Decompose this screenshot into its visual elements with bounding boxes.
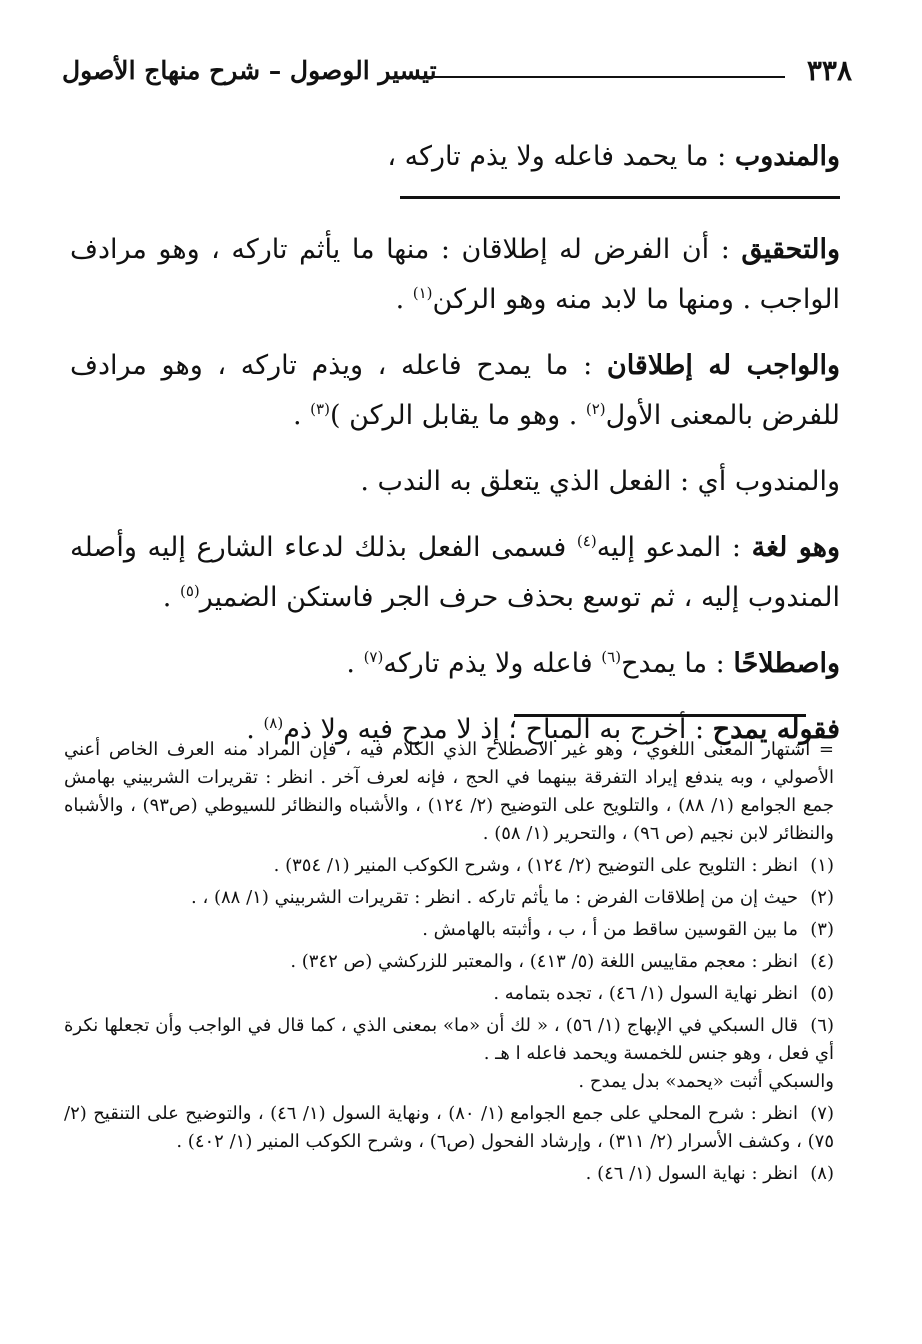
footnote-number: (١) [810, 855, 834, 876]
footnote-number: (٥) [810, 983, 834, 1004]
paragraph-text: : ما يحمد فاعله ولا يذم تاركه ، [387, 141, 735, 172]
footnote-text: انظر : نهاية السول (١/ ٤٦) . [585, 1163, 798, 1184]
footnote-number: (٤) [810, 951, 834, 972]
header-rule [400, 76, 785, 78]
footnote-number: (٦) [810, 1015, 834, 1036]
term-istilah: واصطلاحًا [733, 648, 840, 679]
footnote-ref[interactable]: (٦) [601, 648, 622, 666]
paragraph-text: . وهو ما يقابل الركن ) [329, 400, 586, 431]
paragraph-tahqiq [70, 225, 840, 325]
footnote-text: ما بين القوسين ساقط من أ ، ب ، وأثبته بالهامش . [422, 919, 798, 940]
paragraph-end: . [293, 400, 311, 431]
footnote-4 [64, 948, 834, 976]
paragraph-end: . [162, 582, 180, 613]
footnote-text: = اشتهار المعنى اللغوي ، وهو غير الاصطلاح الذي الكلام فيه ، فإن المراد منه العرف الخاص أعني الأصولي ، وبه يندفع إيراد التفرقة بينهما في الحج ، فإنه لعرف آخر . انظر : تقريرات الشربيني بهامش جمع الجوامع (١/ ٨٨) ، والتلويح على التوضيح (٢/ ١٢٤) ، والأشباه والنظائر للسيوطي (ص٩٣) ، والأشباه والنظائر لابن نجيم (ص ٩٦) ، والتحرير (١/ ٥٨) . [64, 739, 834, 844]
footnote-ref[interactable]: (٨) [263, 714, 284, 732]
footnote-text: انظر : معجم مقاييس اللغة (٥/ ٤١٣) ، والمعتبر للزركشي (ص ٣٤٢) . [290, 951, 798, 972]
footnote-7 [64, 1100, 834, 1156]
footnote-number: (٢) [810, 887, 834, 908]
page-number: ٣٣٨ [806, 54, 852, 87]
footnote-3 [64, 916, 834, 944]
paragraph-istilah [70, 639, 840, 689]
paragraph-end: . [395, 284, 413, 315]
term-lugha: وهو لغة [751, 532, 840, 563]
footnotes [64, 736, 834, 1192]
footnote-6 [64, 1012, 834, 1096]
footnote-number: (٧) [810, 1103, 834, 1124]
footnote-number: (٨) [810, 1163, 834, 1184]
paragraph-text: والمندوب أي : الفعل الذي يتعلق به الندب . [360, 466, 840, 497]
footnote-ref[interactable]: (٤) [576, 532, 597, 550]
paragraph-mandub-definition [70, 132, 840, 182]
term-mandub: والمندوب [734, 141, 840, 172]
paragraph-wajib [70, 341, 840, 441]
footnote-ref[interactable]: (٧) [363, 648, 384, 666]
paragraph-text: : المدعو إليه [596, 532, 752, 563]
footnote-ref[interactable]: (٢) [585, 400, 606, 418]
footnote-continuation [64, 736, 834, 848]
term-wajib: والواجب له إطلاقان [606, 350, 840, 381]
paragraph-text: : أخرج به المباح ؛ إذ لا مدح فيه ولا ذم [283, 714, 713, 745]
paragraph-text: فسمى الفعل بذلك لدعاء الشارع إليه وأصله المندوب إليه ، ثم توسع بحذف حرف الجر فاستكن الضمير [70, 532, 840, 613]
footnote-text: انظر نهاية السول (١/ ٤٦) ، تجده بتمامه . [493, 983, 798, 1004]
footnote-text: قال السبكي في الإبهاج (١/ ٥٦) ، « لك أن «ما» بمعنى الذي ، كما قال في الواجب وأن تجعلها نكرة أي فعل ، وهو جنس للخمسة ويحمد فاعله ا هـ . [64, 1015, 834, 1064]
footnote-text-continued: والسبكي أثبت «يحمد» بدل يمدح . [578, 1071, 834, 1092]
footnote-2 [64, 884, 834, 912]
paragraph-end: . [246, 714, 264, 745]
running-title: تيسير الوصول – شرح منهاج الأصول [62, 56, 437, 85]
paragraph-text: : ما يمدح فاعله ، ويذم تاركه ، وهو مرادف للفرض بالمعنى الأول [70, 350, 840, 431]
footnote-8 [64, 1160, 834, 1188]
footnote-1 [64, 852, 834, 880]
section-rule [400, 196, 840, 199]
footnotes-rule [514, 714, 806, 717]
footnote-text: انظر : التلويح على التوضيح (٢/ ١٢٤) ، وشرح الكوكب المنير (١/ ٣٥٤) . [273, 855, 798, 876]
paragraph-mandub-meaning [70, 457, 840, 507]
footnote-ref[interactable]: (٥) [179, 582, 200, 600]
term-yumdah: فقوله يمدح [712, 714, 840, 745]
term-tahqiq: والتحقيق [741, 234, 840, 265]
paragraph-text: فاعله ولا يذم تاركه [383, 648, 602, 679]
paragraph-lugha [70, 523, 840, 623]
main-text [70, 132, 840, 771]
footnote-ref[interactable]: (١) [412, 284, 433, 302]
footnote-number: (٣) [810, 919, 834, 940]
paragraph-text: : ما يمدح [621, 648, 734, 679]
footnote-text: حيث إن من إطلاقات الفرض : ما يأثم تاركه . انظر : تقريرات الشربيني (١/ ٨٨) ، . [191, 887, 798, 908]
footnote-ref[interactable]: (٣) [310, 400, 330, 418]
paragraph-text: : أن الفرض له إطلاقان : منها ما يأثم تاركه ، وهو مرادف الواجب . ومنها ما لابد منه وهو الركن [70, 234, 840, 315]
page-header [62, 56, 852, 96]
paragraph-end: . [346, 648, 364, 679]
footnote-5 [64, 980, 834, 1008]
footnote-text: انظر : شرح المحلي على جمع الجوامع (١/ ٨٠) ، ونهاية السول (١/ ٤٦) ، والتوضيح على التنقيح (٢/ ٧٥) ، وكشف الأسرار (٢/ ٣١١) ، وإرشاد الفحول (ص٦) ، وشرح الكوكب المنير (١/ ٤٠٢) . [64, 1103, 834, 1152]
